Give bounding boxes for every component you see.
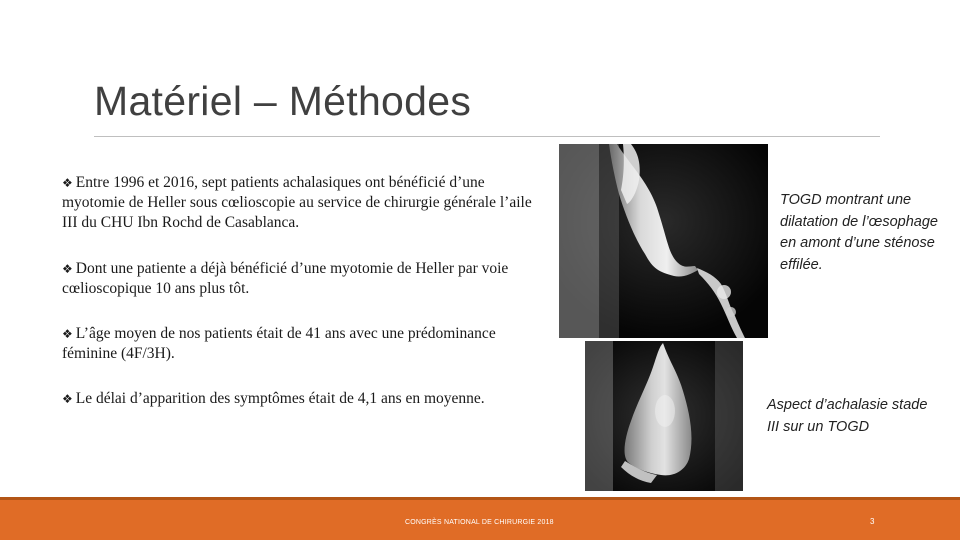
bullet-item-2 xyxy=(62,259,532,299)
xray-image-achalasia-stage3 xyxy=(585,341,743,491)
diamond-bullet-icon: ❖ xyxy=(62,327,73,341)
xray-illustration-1 xyxy=(559,144,768,338)
diamond-bullet-icon: ❖ xyxy=(62,176,73,190)
slide-title: Matériel – Méthodes xyxy=(94,78,472,124)
diamond-bullet-icon: ❖ xyxy=(62,392,73,406)
title-divider xyxy=(94,136,880,137)
xray-illustration-2 xyxy=(585,341,743,491)
bullet-item-4 xyxy=(62,389,492,409)
diamond-bullet-icon: ❖ xyxy=(62,262,73,276)
bullet-text-1: Entre 1996 et 2016, sept patients achalasiques ont bénéficié d’une myotomie de Heller sous cœlioscopie au service de chirurgie générale l’aile III du CHU Ibn Rochd de Casablanca. xyxy=(62,174,532,231)
caption-xray-togd: TOGD montrant une dilatation de l’œsophage en amont d’une sténose effilée. xyxy=(780,192,938,273)
footer-top-line xyxy=(0,497,960,500)
bullet-text-4: Le délai d’apparition des symptômes était de 4,1 ans en moyenne. xyxy=(75,390,485,407)
xray-image-togd-stenosis xyxy=(559,144,768,338)
bullet-item-3 xyxy=(62,324,532,364)
bullet-text-3: L’âge moyen de nos patients était de 41 ans avec une prédominance féminine (4F/3H). xyxy=(62,325,496,362)
footer-conference-label: CONGRÈS NATIONAL DE CHIRURGIE 2018 xyxy=(405,519,554,526)
bullet-text-2: Dont une patiente a déjà bénéficié d’une myotomie de Heller par voie cœlioscopique 10 ans plus tôt. xyxy=(62,260,509,297)
caption-xray-achalasia: Aspect d’achalasie stade III sur un TOGD xyxy=(767,397,928,435)
slide-page-number: 3 xyxy=(870,517,875,526)
bullet-item-1 xyxy=(62,173,532,233)
